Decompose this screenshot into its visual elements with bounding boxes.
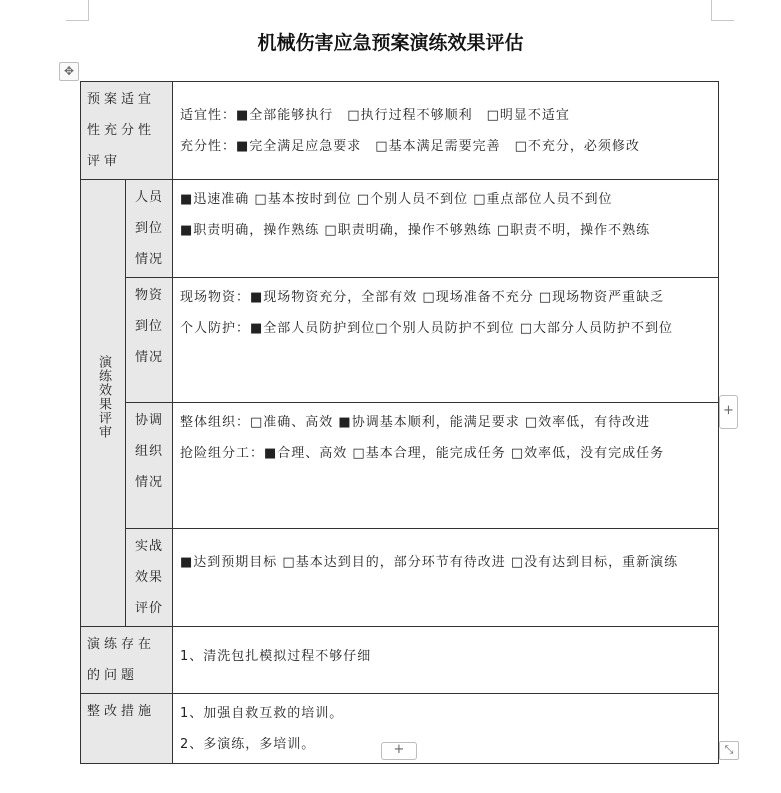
measures-content[interactable] — [173, 694, 719, 764]
materials-line-2: 个人防护：■全部人员防护到位□个别人员防护不到位 □大部分人员防护不到位 — [180, 321, 673, 336]
issues-content[interactable] — [173, 627, 719, 694]
coordination-label: 协调组织情况 — [126, 403, 173, 529]
materials-line-1: 现场物资：■现场物资充分，全部有效 □现场准备不充分 □现场物资严重缺乏 — [180, 290, 665, 305]
combat-content[interactable] — [173, 529, 719, 627]
suitability-label: 预案适宜性充分性评审 — [81, 82, 173, 180]
measures-label: 整改措施 — [81, 694, 173, 764]
issues-line-1: 1、清洗包扎模拟过程不够仔细 — [180, 649, 372, 664]
row-issues — [81, 627, 719, 694]
evaluation-table — [80, 81, 719, 764]
row-combat — [81, 529, 719, 627]
measures-line-1: 1、加强自救互救的培训。 — [180, 706, 344, 721]
coordination-content[interactable] — [173, 403, 719, 529]
personnel-content[interactable] — [173, 180, 719, 278]
row-coordination — [81, 403, 719, 529]
materials-content[interactable] — [173, 278, 719, 403]
row-materials — [81, 278, 719, 403]
suitability-line-1: 适宜性：■全部能够执行 □执行过程不够顺利 □明显不适宜 — [180, 108, 570, 123]
effect-review-label — [81, 180, 126, 627]
document-title: 机械伤害应急预案演练效果评估 — [257, 32, 524, 54]
suitability-content[interactable] — [173, 82, 719, 180]
measures-line-2: 2、多演练，多培训。 — [180, 737, 316, 752]
coordination-line-1: 整体组织：□准确、高效 ■协调基本顺利，能满足要求 □效率低，有待改进 — [180, 415, 651, 430]
combat-line-1: ■达到预期目标 □基本达到目的，部分环节有待改进 □没有达到目标，重新演练 — [180, 555, 679, 570]
effect-review-label-text: 演练效果评审 — [96, 355, 111, 439]
coordination-line-2: 抢险组分工：■合理、高效 □基本合理，能完成任务 □效率低，没有完成任务 — [180, 446, 665, 461]
row-suitability — [81, 82, 719, 180]
personnel-line-2: ■职责明确，操作熟练 □职责明确，操作不够熟练 □职责不明，操作不熟练 — [180, 223, 651, 238]
issues-label: 演练存在的问题 — [81, 627, 173, 694]
personnel-line-1: ■迅速准确 □基本按时到位 □个别人员不到位 □重点部位人员不到位 — [180, 192, 613, 207]
table-resize-handle-icon[interactable]: ⤡ — [719, 741, 739, 760]
add-row-button[interactable]: + — [381, 742, 417, 760]
row-personnel — [81, 180, 719, 278]
personnel-label: 人员到位情况 — [126, 180, 173, 278]
add-column-button[interactable]: + — [719, 395, 738, 429]
suitability-line-2: 充分性：■完全满足应急要求 □基本满足需要完善 □不充分，必须修改 — [180, 139, 640, 154]
table-move-handle-icon[interactable]: ✥ — [59, 62, 79, 81]
combat-label: 实战效果评价 — [126, 529, 173, 627]
page-corner-mark-top-left — [66, 0, 89, 21]
page-corner-mark-top-right — [711, 0, 734, 21]
materials-label: 物资到位情况 — [126, 278, 173, 403]
